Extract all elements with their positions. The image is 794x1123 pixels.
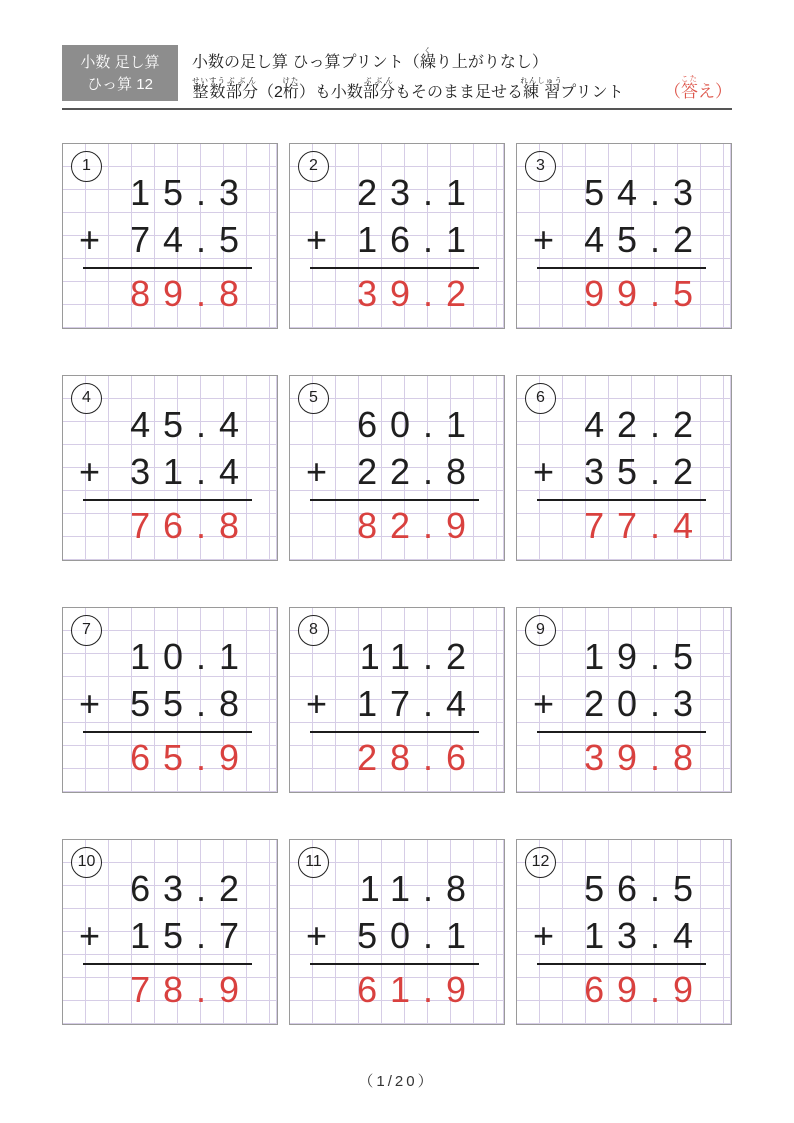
title2-ruby xyxy=(225,76,258,102)
problem-number: 10 xyxy=(71,847,102,878)
answer-value: 39.8 xyxy=(584,736,706,778)
addend-bottom-row xyxy=(306,448,479,496)
answer-value: 28.6 xyxy=(357,736,479,778)
ruby-text: ぶぶん xyxy=(225,76,258,86)
plus-sign: + xyxy=(533,451,555,493)
title2-text: ）も小数 xyxy=(298,84,363,102)
answer-key-label xyxy=(664,74,732,103)
ruby-text: せいすう xyxy=(192,76,226,86)
problem-number: 4 xyxy=(71,383,102,414)
sum-line xyxy=(537,499,706,501)
answer-label-ruby xyxy=(681,73,698,101)
title2-ruby xyxy=(192,76,226,102)
ruby-base: 部分 xyxy=(362,84,395,102)
title-line1 xyxy=(192,46,664,72)
title2-ruby xyxy=(520,76,563,102)
answer-value: 82.9 xyxy=(357,504,479,546)
plus-sign: + xyxy=(79,219,101,261)
answer-value: 61.9 xyxy=(357,968,479,1010)
problem-number: 9 xyxy=(525,615,556,646)
addend-bottom: 15.7 xyxy=(130,915,252,957)
header xyxy=(62,45,732,110)
column-calculation xyxy=(306,865,479,1014)
addend-top: 56.5 xyxy=(584,867,706,909)
column-calculation xyxy=(533,633,706,782)
title1-ruby xyxy=(419,46,436,71)
problem-number: 11 xyxy=(298,847,329,878)
badge-line1: 小数 足し算 xyxy=(80,53,160,71)
page-number: （1/20） xyxy=(358,1073,436,1090)
problem-box xyxy=(62,375,278,561)
column-calculation xyxy=(79,865,252,1014)
problem-number: 2 xyxy=(298,151,329,182)
addend-bottom: 22.8 xyxy=(357,451,479,493)
problems-grid xyxy=(62,143,732,1025)
plus-sign: + xyxy=(79,451,101,493)
header-badge xyxy=(62,45,178,101)
title2-text: （2 xyxy=(258,84,283,102)
column-calculation xyxy=(79,169,252,318)
addend-bottom: 55.8 xyxy=(130,683,252,725)
problem-box xyxy=(516,607,732,793)
addend-top: 60.1 xyxy=(357,403,479,445)
problem-box xyxy=(289,143,505,329)
ruby-base: 整数 xyxy=(192,84,226,102)
title1-text: 小数の足し算 ひっ算プリント（ xyxy=(192,54,420,71)
addend-bottom-row xyxy=(79,912,252,960)
column-calculation xyxy=(79,401,252,550)
ruby-base: 練習 xyxy=(520,84,563,102)
addend-bottom: 45.2 xyxy=(584,219,706,261)
addend-bottom: 35.2 xyxy=(584,451,706,493)
sum-line xyxy=(83,731,252,733)
answer-value: 77.4 xyxy=(584,504,706,546)
problem-number: 7 xyxy=(71,615,102,646)
addend-bottom: 74.5 xyxy=(130,219,252,261)
ruby-text: れんしゅう xyxy=(520,76,563,86)
plus-sign: + xyxy=(306,915,328,957)
sum-line xyxy=(310,963,479,965)
addend-bottom-row xyxy=(79,448,252,496)
addend-top: 15.3 xyxy=(130,171,252,213)
plus-sign: + xyxy=(533,683,555,725)
answer-label-text: え） xyxy=(698,81,732,101)
answer-value: 69.9 xyxy=(584,968,706,1010)
column-calculation xyxy=(306,169,479,318)
ruby-text: けた xyxy=(282,76,300,86)
addend-bottom-row xyxy=(533,912,706,960)
plus-sign: + xyxy=(306,683,328,725)
ruby-text: こた xyxy=(681,73,698,83)
addend-bottom-row xyxy=(533,448,706,496)
addend-bottom-row xyxy=(533,680,706,728)
problem-box xyxy=(516,375,732,561)
addend-bottom-row xyxy=(79,216,252,264)
answer-value: 78.9 xyxy=(130,968,252,1010)
sum-line xyxy=(310,267,479,269)
plus-sign: + xyxy=(79,915,101,957)
plus-sign: + xyxy=(79,683,101,725)
problem-number: 8 xyxy=(298,615,329,646)
addend-top: 45.4 xyxy=(130,403,252,445)
addend-bottom-row xyxy=(306,912,479,960)
sum-line xyxy=(310,731,479,733)
problem-box xyxy=(516,143,732,329)
addend-top: 10.1 xyxy=(130,635,252,677)
sum-line xyxy=(310,499,479,501)
plus-sign: + xyxy=(306,451,328,493)
problem-box xyxy=(516,839,732,1025)
sum-line xyxy=(537,731,706,733)
sum-line xyxy=(537,267,706,269)
ruby-text: ぶぶん xyxy=(362,76,395,86)
ruby-base: 桁 xyxy=(282,84,300,102)
addend-top: 54.3 xyxy=(584,171,706,213)
column-calculation xyxy=(79,633,252,782)
problem-box xyxy=(62,143,278,329)
sum-line xyxy=(83,267,252,269)
problem-number: 1 xyxy=(71,151,102,182)
problem-box xyxy=(289,375,505,561)
title2-ruby xyxy=(282,76,300,102)
title2-text: プリント xyxy=(560,84,624,102)
addend-top: 19.5 xyxy=(584,635,706,677)
addend-bottom: 20.3 xyxy=(584,683,706,725)
column-calculation xyxy=(533,169,706,318)
problem-number: 12 xyxy=(525,847,556,878)
answer-label-text: （ xyxy=(664,81,681,101)
addend-top: 23.1 xyxy=(357,171,479,213)
plus-sign: + xyxy=(533,915,555,957)
answer-value: 89.8 xyxy=(130,272,252,314)
addend-top: 63.2 xyxy=(130,867,252,909)
addend-bottom-row xyxy=(306,680,479,728)
sum-line xyxy=(83,963,252,965)
sum-line xyxy=(537,963,706,965)
addend-bottom-row xyxy=(79,680,252,728)
header-titles xyxy=(192,45,664,103)
addend-top: 11.2 xyxy=(359,635,479,677)
answer-value: 65.9 xyxy=(130,736,252,778)
title2-ruby xyxy=(362,76,395,102)
plus-sign: + xyxy=(306,219,328,261)
badge-line2: ひっ算 12 xyxy=(87,75,153,93)
addend-bottom-row xyxy=(306,216,479,264)
column-calculation xyxy=(533,401,706,550)
title1-text: り上がりなし） xyxy=(435,54,548,71)
problem-box xyxy=(62,839,278,1025)
addend-top: 11.8 xyxy=(359,867,479,909)
ruby-base: 答 xyxy=(681,81,698,101)
problem-number: 3 xyxy=(525,151,556,182)
addend-bottom: 50.1 xyxy=(357,915,479,957)
problem-box xyxy=(289,607,505,793)
column-calculation xyxy=(306,401,479,550)
addend-bottom: 16.1 xyxy=(357,219,479,261)
ruby-base: 繰 xyxy=(419,54,436,71)
ruby-text: く xyxy=(419,46,436,55)
ruby-base: 部分 xyxy=(225,84,258,102)
addend-bottom: 31.4 xyxy=(130,451,252,493)
column-calculation xyxy=(306,633,479,782)
problem-number: 6 xyxy=(525,383,556,414)
addend-bottom: 17.4 xyxy=(357,683,479,725)
answer-value: 39.2 xyxy=(357,272,479,314)
addend-bottom-row xyxy=(533,216,706,264)
addend-top: 42.2 xyxy=(584,403,706,445)
answer-value: 76.8 xyxy=(130,504,252,546)
problem-box xyxy=(289,839,505,1025)
answer-value: 99.5 xyxy=(584,272,706,314)
addend-bottom: 13.4 xyxy=(584,915,706,957)
title2-text: もそのまま足せる xyxy=(394,84,523,102)
problem-box xyxy=(62,607,278,793)
column-calculation xyxy=(533,865,706,1014)
sum-line xyxy=(83,499,252,501)
title-line2 xyxy=(192,76,664,102)
problem-number: 5 xyxy=(298,383,329,414)
plus-sign: + xyxy=(533,219,555,261)
